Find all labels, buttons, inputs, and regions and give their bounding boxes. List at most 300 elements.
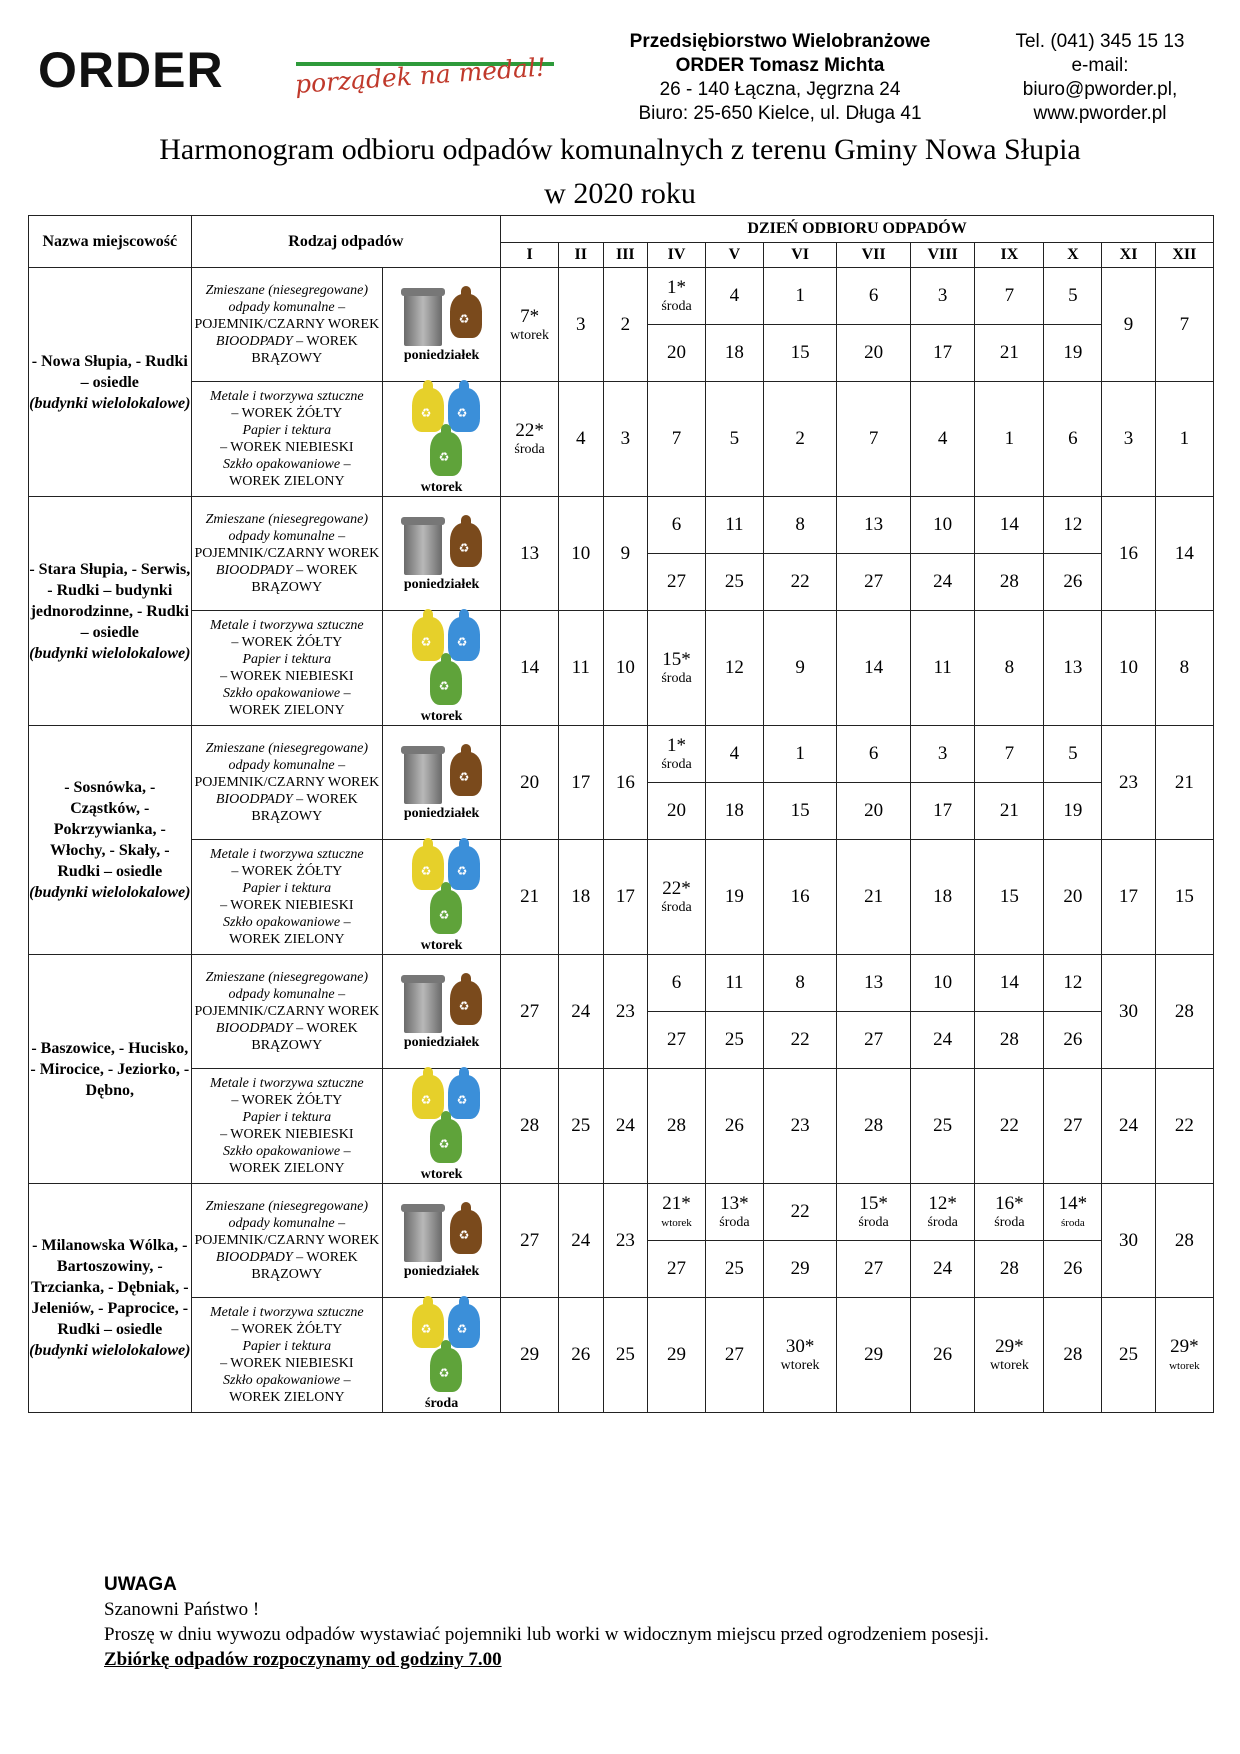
pickup-day: 28 (1155, 955, 1213, 1069)
month-header: V (705, 243, 763, 268)
pickup-day: 6 (1044, 382, 1102, 497)
waste-type-text: Zmieszane (niesegregowane) odpady komunalne – (205, 283, 369, 315)
segregated-waste-description (191, 840, 383, 955)
pickup-day: 10 (559, 497, 604, 611)
pickup-day: 15 (1155, 840, 1213, 955)
waste-container-icons (392, 973, 492, 1033)
waste-type-text: Zmieszane (niesegregowane) odpady komunalne – (205, 512, 369, 544)
pickup-day: 13 (1044, 611, 1102, 726)
contact-line: e-mail: (1071, 55, 1129, 76)
waste-type-text: Metale i tworzywa sztuczne (210, 847, 364, 862)
notice-start-time: Zbiórkę odpadów rozpoczynamy od godziny 7.00 (104, 1649, 502, 1670)
pickup-day: 17 (1102, 840, 1155, 955)
pickup-weekday: środa (1060, 1217, 1085, 1229)
company-line: ORDER Tomasz Michta (675, 55, 885, 76)
waste-container-icons (392, 1202, 492, 1262)
pickup-day (1155, 1298, 1213, 1413)
month-header: XII (1155, 243, 1213, 268)
waste-container-text: – WOREK ŻÓŁTY (231, 1322, 343, 1337)
segregated-waste-description (191, 1298, 383, 1413)
segregated-waste-icons-cell (383, 840, 501, 955)
pickup-day: 1 (1155, 382, 1213, 497)
pickup-day: 27 (1044, 1069, 1102, 1184)
pickup-day: 26 (559, 1298, 604, 1413)
pickup-day: 23 (763, 1069, 836, 1184)
table-row (29, 1069, 1214, 1184)
blue-bag-icon (448, 388, 480, 432)
page-title (0, 128, 1240, 216)
segregated-waste-icons-cell (383, 382, 501, 497)
location-list: - Baszowice, - Hucisko, - Mirocice, - Jeziorko, - Dębno, (30, 1039, 190, 1099)
blue-bag-icon (448, 617, 480, 661)
pickup-day: 20 (837, 325, 910, 382)
pickup-weekday: środa (719, 1215, 750, 1230)
pickup-day: 19 (705, 840, 763, 955)
pickup-day: 29 (501, 1298, 559, 1413)
waste-type-text: Metale i tworzywa sztuczne (210, 1305, 364, 1320)
pickup-date: 13* (720, 1193, 749, 1214)
waste-type-text: BIOODPADY (215, 1021, 293, 1036)
notice (104, 1572, 1224, 1672)
company-line: 26 - 140 Łączna, Jęgrzna 24 (659, 79, 901, 100)
pickup-day: 14 (975, 955, 1044, 1012)
month-header: II (559, 243, 604, 268)
pickup-day: 4 (559, 382, 604, 497)
logo-tagline: porządek na medal! (294, 52, 547, 99)
location-names (29, 955, 192, 1184)
recycle-icon: ♻ (456, 864, 468, 878)
pickup-date: 15* (859, 1193, 888, 1214)
waste-type-text: Szkło opakowaniowe – (223, 457, 351, 472)
title-line: w 2020 roku (544, 177, 696, 210)
pickup-day: 15 (763, 325, 836, 382)
pickup-day: 8 (975, 611, 1044, 726)
pickup-day: 5 (1044, 268, 1102, 325)
pickup-day: 25 (1102, 1298, 1155, 1413)
waste-container-text: – WOREK NIEBIESKI (220, 440, 354, 455)
waste-type-text: Papier i tektura (242, 423, 332, 438)
waste-container-text: WOREK ZIELONY (229, 474, 345, 489)
pickup-day: 4 (705, 726, 763, 783)
table-row (29, 268, 1214, 325)
recycle-icon: ♻ (420, 635, 432, 649)
yellow-bag-icon (412, 1304, 444, 1348)
waste-container-text: POJEMNIK/CZARNY WOREK (194, 317, 380, 332)
mixed-waste-description (191, 955, 383, 1069)
waste-type-text: BIOODPADY (215, 1250, 293, 1265)
pickup-day: 28 (975, 554, 1044, 611)
waste-type-text: Papier i tektura (242, 1339, 332, 1354)
month-header: VII (837, 243, 910, 268)
pickup-day (763, 1298, 836, 1413)
table-row (29, 1298, 1214, 1413)
green-bag-icon (430, 1119, 462, 1163)
waste-type-text: Papier i tektura (242, 881, 332, 896)
pickup-day: 27 (837, 1012, 910, 1069)
mixed-waste-icons-cell (383, 1184, 501, 1298)
pickup-weekday: wtorek (989, 1358, 1029, 1373)
waste-container-text: – WOREK BRĄZOWY (251, 1250, 358, 1282)
pickup-date: 15* (662, 649, 691, 670)
pickup-day: 4 (705, 268, 763, 325)
waste-container-text: – WOREK NIEBIESKI (220, 1356, 354, 1371)
pickup-day: 18 (559, 840, 604, 955)
pickup-day: 5 (1044, 726, 1102, 783)
waste-type-text: Zmieszane (niesegregowane) odpady komunalne – (205, 1199, 369, 1231)
pickup-day: 1 (975, 382, 1044, 497)
recycle-icon: ♻ (456, 1093, 468, 1107)
pickup-day: 27 (501, 955, 559, 1069)
table-row (29, 840, 1214, 955)
waste-container-text: WOREK ZIELONY (229, 932, 345, 947)
location-names (29, 497, 192, 726)
pickup-date: 22* (662, 878, 691, 899)
pickup-weekday: środa (514, 442, 545, 457)
location-list: - Nowa Słupia, - Rudki – osiedle (31, 352, 188, 391)
contact-phone: Tel. (041) 345 15 13 (1015, 31, 1185, 52)
pickup-date: 29* (1170, 1336, 1199, 1357)
brown-bag-icon (450, 294, 482, 338)
pickup-day: 7 (975, 268, 1044, 325)
waste-type-text: BIOODPADY (215, 563, 293, 578)
pickup-date: 1* (667, 277, 687, 298)
pickup-day (648, 726, 706, 783)
pickup-day: 26 (1044, 554, 1102, 611)
pickup-day: 6 (837, 726, 910, 783)
pickup-day: 22 (763, 1012, 836, 1069)
company-line: Biuro: 25-650 Kielce, ul. Długa 41 (638, 103, 922, 124)
month-header: I (501, 243, 559, 268)
pickup-day: 7 (975, 726, 1044, 783)
waste-container-icons (392, 1298, 492, 1394)
pickup-day: 20 (837, 783, 910, 840)
pickup-day: 13 (501, 497, 559, 611)
pickup-day: 17 (910, 325, 975, 382)
recycle-icon: ♻ (420, 864, 432, 878)
contact-info (980, 30, 1220, 126)
title-line: Harmonogram odbioru odpadów komunalnych z terenu Gminy Nowa Słupia (159, 133, 1081, 166)
waste-container-text: – WOREK ŻÓŁTY (231, 406, 343, 421)
notice-greeting: Szanowni Państwo ! (104, 1599, 260, 1620)
pickup-day (501, 382, 559, 497)
pickup-day: 20 (501, 726, 559, 840)
pickup-day: 1 (763, 726, 836, 783)
pickup-day: 28 (501, 1069, 559, 1184)
pickup-day: 16 (603, 726, 648, 840)
header-waste-type: Rodzaj odpadów (191, 216, 501, 268)
pickup-date: 22* (515, 420, 544, 441)
grey-bin-icon (404, 1208, 442, 1262)
pickup-day: 18 (910, 840, 975, 955)
pickup-day: 27 (648, 1012, 706, 1069)
pickup-day: 23 (603, 1184, 648, 1298)
green-bag-icon (430, 432, 462, 476)
pickup-day: 27 (648, 1241, 706, 1298)
waste-container-text: POJEMNIK/CZARNY WOREK (194, 775, 380, 790)
pickup-day: 24 (910, 554, 975, 611)
pickup-day: 14 (501, 611, 559, 726)
waste-container-text: – WOREK ŻÓŁTY (231, 1093, 343, 1108)
pickup-day: 21 (975, 325, 1044, 382)
waste-container-icons (392, 744, 492, 804)
pickup-day: 22 (763, 554, 836, 611)
grey-bin-icon (404, 521, 442, 575)
pickup-day: 3 (1102, 382, 1155, 497)
brown-bag-icon (450, 523, 482, 567)
pickup-day: 28 (837, 1069, 910, 1184)
waste-container-text: – WOREK BRĄZOWY (251, 563, 358, 595)
recycle-icon: ♻ (420, 1093, 432, 1107)
green-bag-icon (430, 1348, 462, 1392)
mixed-waste-description (191, 726, 383, 840)
recycle-icon: ♻ (438, 1137, 450, 1151)
location-note: (budynki wielolokalowe) (29, 394, 191, 412)
recycle-icon: ♻ (438, 908, 450, 922)
mixed-waste-description (191, 268, 383, 382)
pickup-day: 20 (648, 783, 706, 840)
recycle-icon: ♻ (456, 1322, 468, 1336)
pickup-day: 19 (1044, 783, 1102, 840)
pickup-day: 7 (837, 382, 910, 497)
waste-type-text: Papier i tektura (242, 652, 332, 667)
blue-bag-icon (448, 1304, 480, 1348)
pickup-date: 7* (520, 305, 540, 327)
pickup-day: 6 (837, 268, 910, 325)
pickup-day: 24 (910, 1012, 975, 1069)
pickup-day (501, 268, 559, 382)
pickup-day: 21 (501, 840, 559, 955)
waste-container-text: WOREK ZIELONY (229, 703, 345, 718)
pickup-day: 24 (603, 1069, 648, 1184)
pickup-day (975, 1298, 1044, 1413)
pickup-day (975, 1184, 1044, 1241)
pickup-day: 14 (837, 611, 910, 726)
notice-heading: UWAGA (104, 1574, 177, 1595)
month-header: X (1044, 243, 1102, 268)
recycle-icon: ♻ (438, 450, 450, 464)
pickup-day: 13 (837, 955, 910, 1012)
pickup-weekday: środa (927, 1215, 958, 1230)
month-header: IV (648, 243, 706, 268)
pickup-day: 25 (559, 1069, 604, 1184)
recycle-icon: ♻ (438, 1366, 450, 1380)
notice-text: Proszę w dniu wywozu odpadów wystawiać pojemniki lub worki w widocznym miejscu przed ogrodzeniem posesji. (104, 1624, 989, 1645)
pickup-day: 12 (1044, 497, 1102, 554)
pickup-day: 20 (1044, 840, 1102, 955)
waste-type-text: Zmieszane (niesegregowane) odpady komunalne – (205, 970, 369, 1002)
pickup-day: 8 (763, 497, 836, 554)
green-bag-icon (430, 890, 462, 934)
pickup-day: 17 (910, 783, 975, 840)
pickup-day: 6 (648, 955, 706, 1012)
pickup-day (837, 1184, 910, 1241)
pickup-day: 25 (705, 1241, 763, 1298)
waste-container-icons (392, 1069, 492, 1165)
waste-type-text: Szkło opakowaniowe – (223, 1144, 351, 1159)
segregated-waste-icons-cell (383, 1069, 501, 1184)
pickup-weekday-label: wtorek (420, 709, 463, 724)
pickup-weekday: wtorek (1169, 1360, 1200, 1372)
waste-container-text: – WOREK BRĄZOWY (251, 1021, 358, 1053)
pickup-day: 2 (603, 268, 648, 382)
recycle-icon: ♻ (420, 1322, 432, 1336)
recycle-icon: ♻ (458, 311, 470, 326)
pickup-day: 22 (763, 1184, 836, 1241)
logo-wordmark: ORDER (38, 42, 224, 98)
pickup-day: 10 (603, 611, 648, 726)
table-row (29, 1184, 1214, 1241)
pickup-weekday: środa (994, 1215, 1025, 1230)
company-logo (38, 40, 558, 120)
pickup-day: 26 (705, 1069, 763, 1184)
pickup-date: 21* (662, 1193, 691, 1214)
pickup-day: 22 (975, 1069, 1044, 1184)
waste-type-text: BIOODPADY (215, 334, 293, 349)
waste-type-text: Metale i tworzywa sztuczne (210, 1076, 364, 1091)
pickup-weekday: wtorek (510, 327, 550, 343)
waste-type-text: Szkło opakowaniowe – (223, 686, 351, 701)
waste-type-text: Metale i tworzywa sztuczne (210, 389, 364, 404)
pickup-day: 11 (559, 611, 604, 726)
pickup-day: 29 (648, 1298, 706, 1413)
waste-container-text: POJEMNIK/CZARNY WOREK (194, 546, 380, 561)
pickup-day: 4 (910, 382, 975, 497)
location-names (29, 726, 192, 955)
pickup-weekday-label: wtorek (420, 938, 463, 953)
pickup-day: 11 (705, 955, 763, 1012)
pickup-day: 11 (910, 611, 975, 726)
month-header: IX (975, 243, 1044, 268)
waste-container-icons (392, 382, 492, 478)
pickup-day: 7 (1155, 268, 1213, 382)
pickup-day: 14 (975, 497, 1044, 554)
pickup-day: 26 (910, 1298, 975, 1413)
location-note: (budynki wielolokalowe) (29, 1342, 191, 1359)
pickup-day: 16 (1102, 497, 1155, 611)
header-pickup-day: DZIEŃ ODBIORU ODPADÓW (501, 216, 1214, 243)
pickup-day: 17 (603, 840, 648, 955)
header-location: Nazwa miejscowość (29, 216, 192, 268)
waste-container-text: – WOREK BRĄZOWY (251, 334, 358, 366)
pickup-day: 27 (501, 1184, 559, 1298)
location-list: - Sosnówka, - Cząstków, - Pokrzywianka, - Włochy, - Skały, - Rudki – osiedle (49, 779, 170, 880)
waste-container-text: WOREK ZIELONY (229, 1390, 345, 1405)
month-header: VI (763, 243, 836, 268)
waste-type-text: Metale i tworzywa sztuczne (210, 618, 364, 633)
segregated-waste-description (191, 611, 383, 726)
pickup-weekday: środa (661, 671, 692, 686)
contact-website[interactable]: www.pworder.pl (1033, 103, 1167, 124)
pickup-day: 24 (559, 1184, 604, 1298)
grey-bin-icon (404, 979, 442, 1033)
waste-container-text: – WOREK ŻÓŁTY (231, 864, 343, 879)
pickup-day: 12 (1044, 955, 1102, 1012)
pickup-day: 10 (910, 955, 975, 1012)
table-row (29, 497, 1214, 554)
pickup-day: 25 (910, 1069, 975, 1184)
pickup-day: 28 (975, 1012, 1044, 1069)
waste-container-text: WOREK ZIELONY (229, 1161, 345, 1176)
pickup-day: 3 (910, 726, 975, 783)
pickup-weekday: środa (858, 1215, 889, 1230)
pickup-day: 25 (705, 1012, 763, 1069)
pickup-date: 1* (667, 735, 687, 756)
mixed-waste-icons-cell (383, 955, 501, 1069)
waste-container-text: – WOREK NIEBIESKI (220, 669, 354, 684)
pickup-weekday: środa (661, 757, 692, 772)
waste-type-text: BIOODPADY (215, 792, 293, 807)
pickup-date: 29* (995, 1336, 1024, 1357)
pickup-weekday-label: poniedziałek (403, 1263, 480, 1279)
pickup-weekday: środa (661, 299, 692, 314)
pickup-day: 22 (1155, 1069, 1213, 1184)
location-names (29, 1184, 192, 1413)
pickup-day: 27 (837, 554, 910, 611)
pickup-weekday-label: poniedziałek (403, 1034, 480, 1050)
pickup-weekday-label: poniedziałek (403, 576, 480, 592)
waste-type-text: Zmieszane (niesegregowane) odpady komunalne – (205, 741, 369, 773)
green-bag-icon (430, 661, 462, 705)
segregated-waste-icons-cell (383, 1298, 501, 1413)
waste-type-text: Szkło opakowaniowe – (223, 915, 351, 930)
location-names (29, 268, 192, 497)
pickup-day: 25 (603, 1298, 648, 1413)
pickup-day: 9 (1102, 268, 1155, 382)
segregated-waste-icons-cell (383, 611, 501, 726)
pickup-day: 15 (975, 840, 1044, 955)
pickup-weekday-label: wtorek (420, 1167, 463, 1182)
grey-bin-icon (404, 750, 442, 804)
pickup-day: 10 (1102, 611, 1155, 726)
blue-bag-icon (448, 1075, 480, 1119)
table-row (29, 611, 1214, 726)
waste-container-icons (392, 286, 492, 346)
pickup-day: 8 (1155, 611, 1213, 726)
pickup-day: 27 (648, 554, 706, 611)
mixed-waste-icons-cell (383, 497, 501, 611)
pickup-day (648, 840, 706, 955)
pickup-day (648, 1184, 706, 1241)
mixed-waste-icons-cell (383, 726, 501, 840)
pickup-weekday-label: wtorek (420, 480, 463, 495)
pickup-day: 10 (910, 497, 975, 554)
grey-bin-icon (404, 292, 442, 346)
waste-container-text: – WOREK ŻÓŁTY (231, 635, 343, 650)
month-header: III (603, 243, 648, 268)
table-row (29, 726, 1214, 783)
pickup-day (648, 268, 706, 325)
pickup-day: 17 (559, 726, 604, 840)
segregated-waste-description (191, 382, 383, 497)
segregated-waste-description (191, 1069, 383, 1184)
pickup-day: 3 (559, 268, 604, 382)
pickup-date: 16* (995, 1193, 1024, 1214)
yellow-bag-icon (412, 1075, 444, 1119)
pickup-day: 29 (763, 1241, 836, 1298)
pickup-day: 21 (837, 840, 910, 955)
location-note: (budynki wielolokalowe) (29, 884, 191, 901)
pickup-day: 26 (1044, 1241, 1102, 1298)
pickup-day: 3 (910, 268, 975, 325)
contact-email[interactable]: biuro@pworder.pl, (1022, 79, 1178, 100)
pickup-day: 24 (559, 955, 604, 1069)
month-header: VIII (910, 243, 975, 268)
recycle-icon: ♻ (420, 406, 432, 420)
pickup-day: 7 (648, 382, 706, 497)
schedule-table (28, 215, 1214, 1413)
recycle-icon: ♻ (458, 1227, 470, 1242)
location-note: (budynki wielolokalowe) (29, 644, 191, 662)
